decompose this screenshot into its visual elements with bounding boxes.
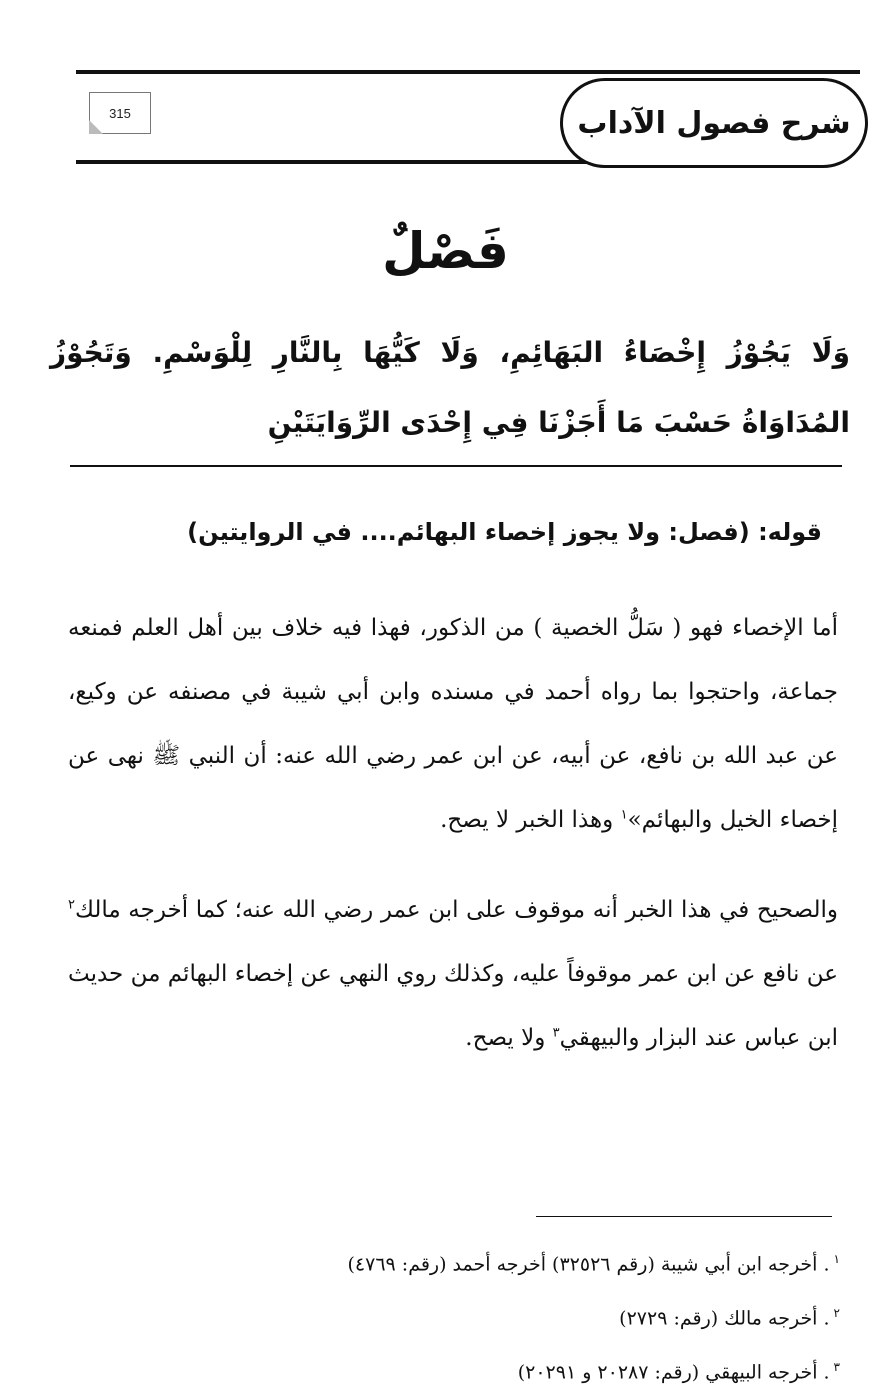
footnote-number: ١ <box>833 1252 840 1266</box>
book-title: شرح فصول الآداب <box>560 78 868 168</box>
footnote-ref-2: ٢ <box>68 897 75 913</box>
paragraph-2-text-a: والصحيح في هذا الخبر أنه موقوف على ابن عمر رضي الله عنه؛ كما أخرجه مالك <box>74 897 838 923</box>
footnote-1 <box>200 1232 840 1286</box>
footnote-text: . أخرجه البيهقي (رقم: ٢٠٢٨٧ و ٢٠٢٩١) <box>517 1361 830 1384</box>
paragraph-1 <box>68 596 838 852</box>
footnote-3 <box>200 1340 840 1394</box>
page-number: 315 <box>89 92 151 134</box>
paragraph-2 <box>68 878 838 1070</box>
commentary-heading: قوله: (فصل: ولا يجوز إخصاء البهائم.... في الروايتين) <box>187 518 822 546</box>
footnote-ref-1: ١ <box>620 807 628 823</box>
paragraph-1-text-a: أما الإخصاء فهو ( سَلُّ الخصية ) من الذكور، فهذا فيه خلاف بين أهل العلم فمنعه جماعة، واحتجوا بما رواه أحمد في مسنده وابن أبي شيبة في مصنفه عن وكيع، عن عبد الله بن نافع، عن أبيه، عن ابن عمر رضي الله عنه: أن النبي ﷺ نهى عن إخصاء الخيل والبهائم» <box>68 615 838 833</box>
footnotes <box>200 1232 840 1394</box>
footnote-divider <box>536 1216 832 1217</box>
footnote-number: ٢ <box>833 1306 840 1320</box>
page-corner-fold-icon <box>89 120 103 134</box>
paragraph-2-text-b: عن نافع عن ابن عمر موقوفاً عليه، وكذلك روي النهي عن إخصاء البهائم من حديث ابن عباس عند البزار والبيهقي <box>68 961 838 1051</box>
header-rule-bottom <box>76 160 596 164</box>
matn-divider <box>70 465 842 467</box>
footnote-ref-3: ٣ <box>552 1025 560 1041</box>
paragraph-1-text-b: وهذا الخبر لا يصح. <box>440 807 621 833</box>
header-rule-top <box>76 70 860 74</box>
footnote-text: . أخرجه مالك (رقم: ٢٧٢٩) <box>619 1307 830 1330</box>
footnote-text: . أخرجه ابن أبي شيبة (رقم ٣٢٥٢٦) أخرجه أحمد (رقم: ٤٧٦٩) <box>347 1253 830 1276</box>
footnote-2 <box>200 1286 840 1340</box>
section-title: فَصْلٌ <box>382 222 509 280</box>
paragraph-2-text-c: ولا يصح. <box>465 1025 553 1051</box>
footnote-number: ٣ <box>833 1360 840 1374</box>
matn-text: وَلَا يَجُوْزُ إِخْصَاءُ البَهَائِمِ، وَلَا كَيُّهَا بِالنَّارِ لِلْوَسْمِ. وَتَجُوْزُ المُدَاوَاةُ حَسْبَ مَا أَجَزْنَا فِي إِحْدَى الرِّوَايَتَيْنِ <box>50 336 850 439</box>
